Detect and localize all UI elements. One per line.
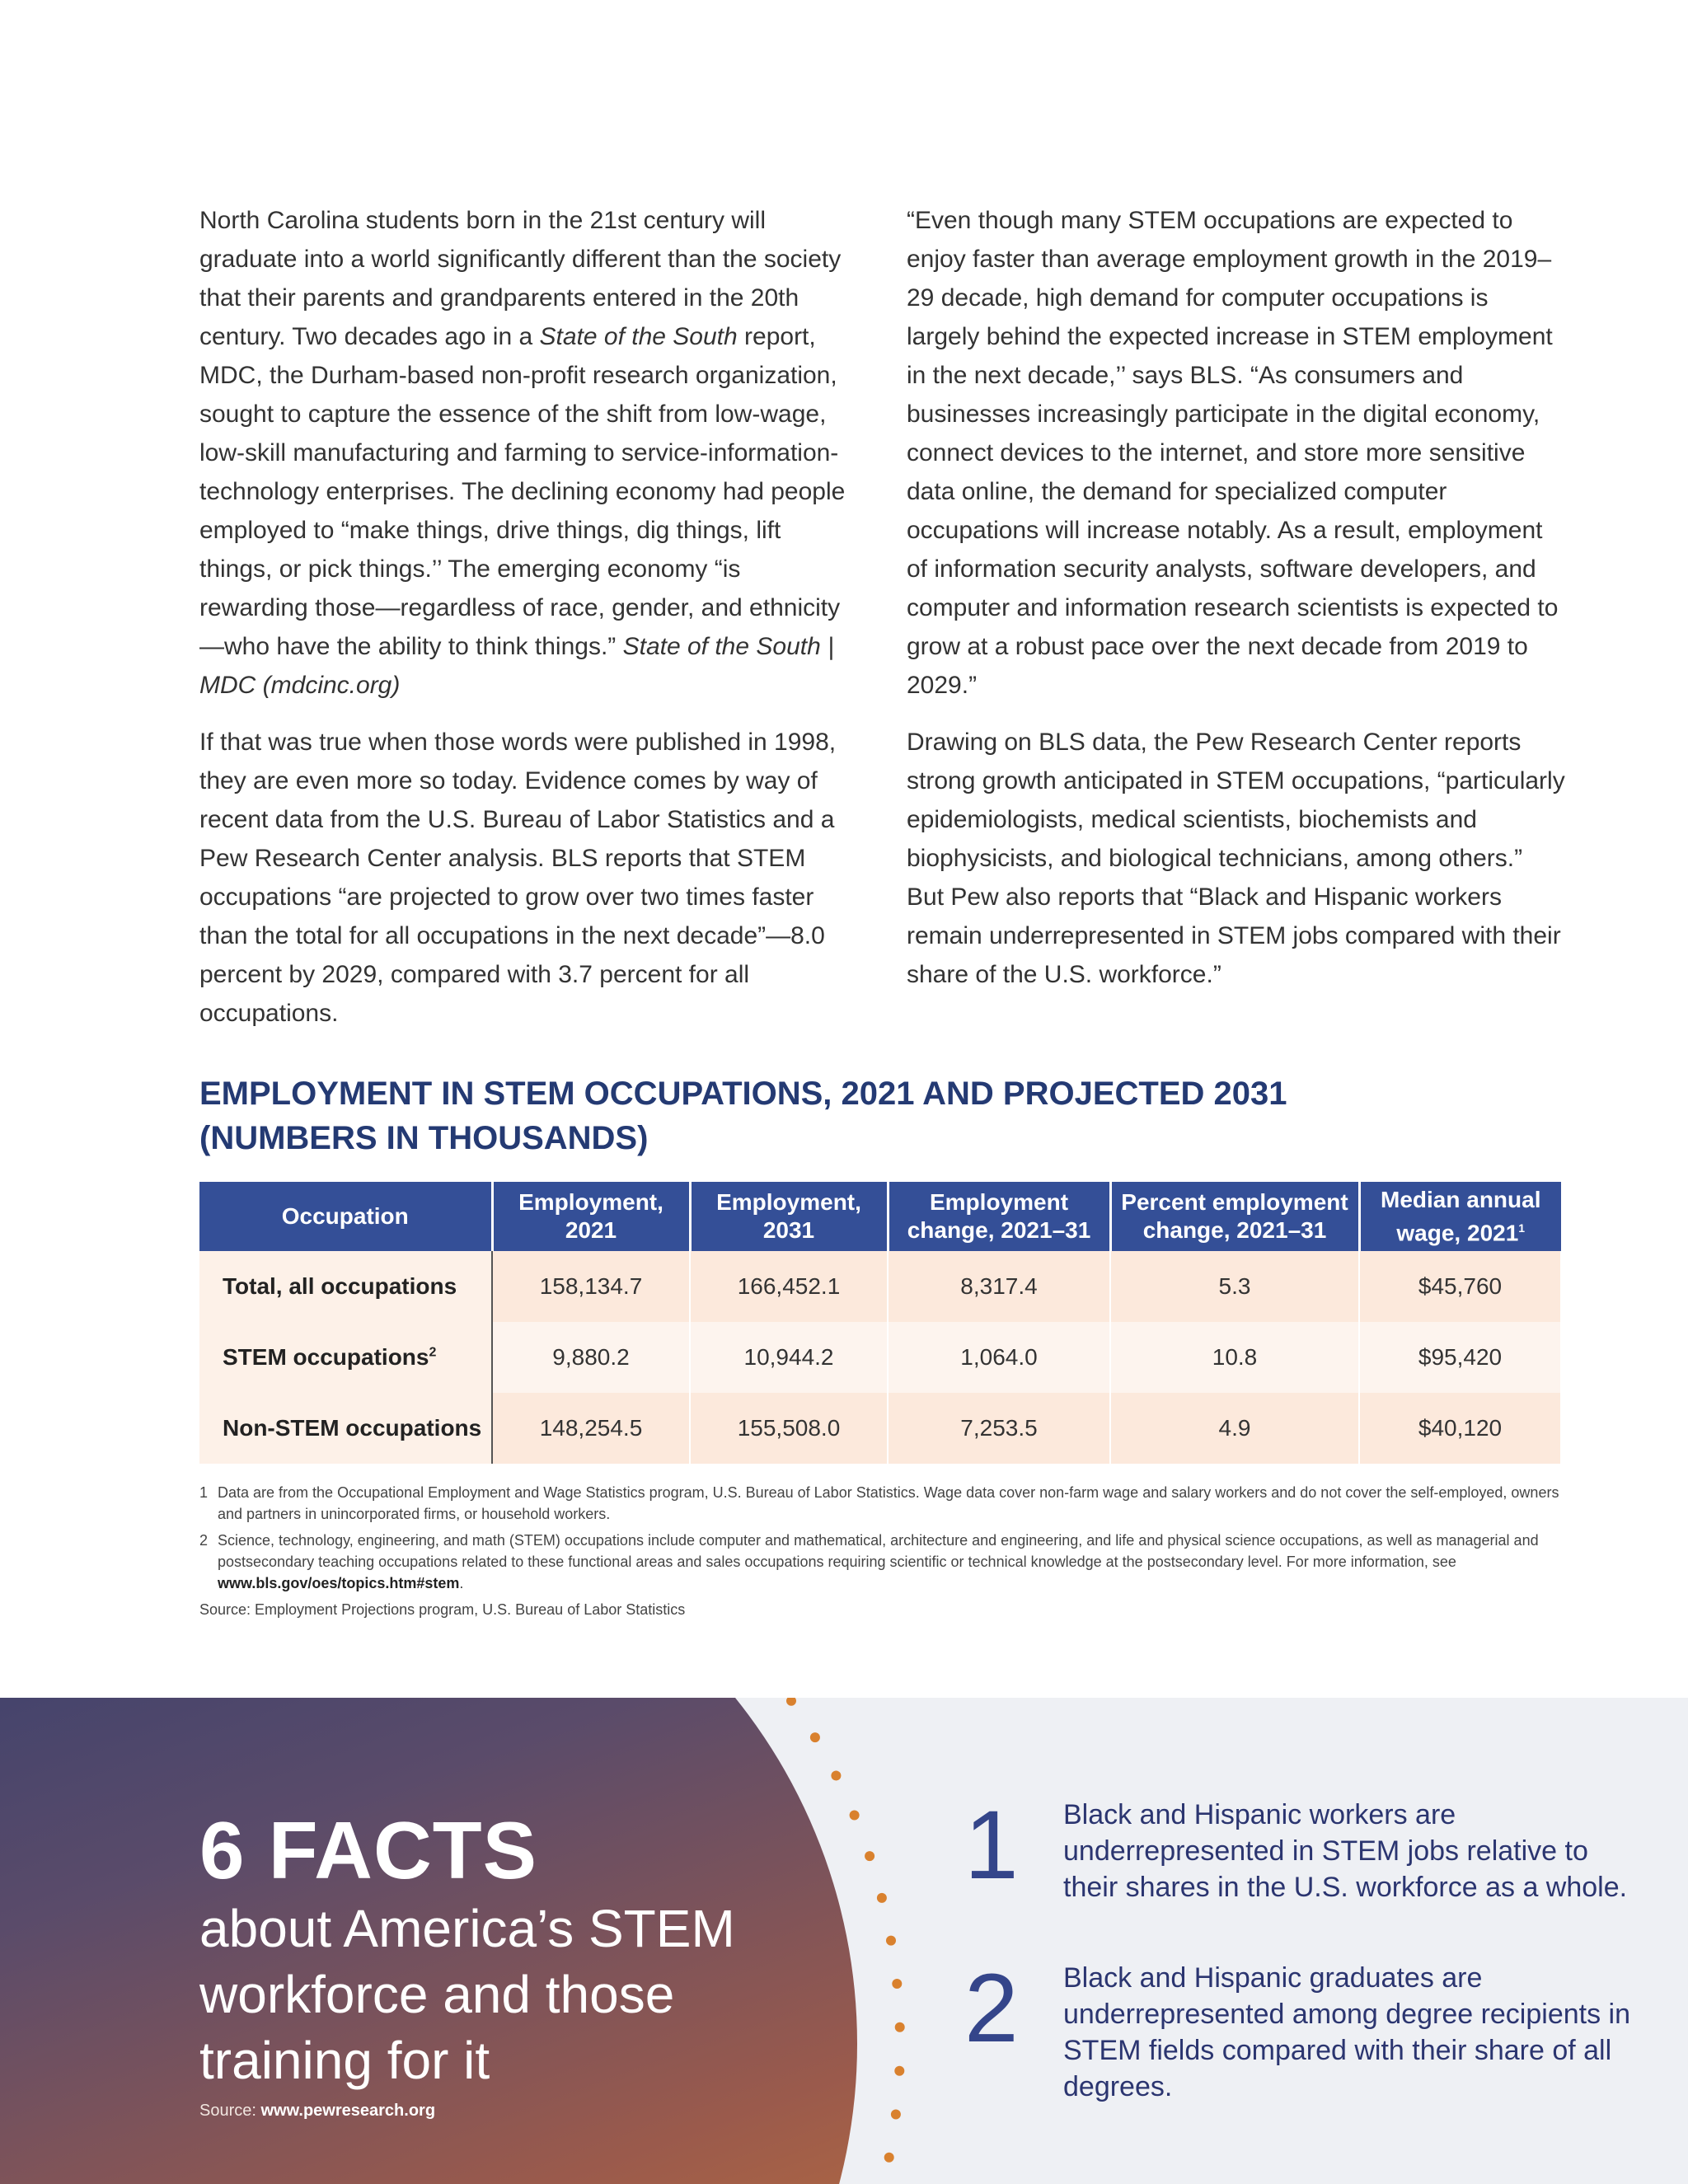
facts-heading [199, 1805, 793, 2093]
column-header: Occupation [199, 1182, 492, 1251]
evidence-paragraph: If that was true when those words were published in 1998, they are even more so today. Evidence comes by way of recent data from the U.S. Bureau of Labor Statistics and a Pew Research Center analysis. BLS reports that STEM occupations “are projected to grow over two times faster than the total for all occupations in the next decade”—8.0 percent by 2029, compared with 3.7 percent for all occupations. [199, 729, 837, 1027]
table-cell: $45,760 [1359, 1251, 1561, 1322]
decorative-dot [786, 1698, 796, 1706]
decorative-dot [886, 1936, 896, 1946]
column-header: Employment, 2031 [690, 1182, 888, 1251]
table-cell: $95,420 [1359, 1322, 1561, 1393]
decorative-dot [850, 1811, 860, 1821]
facts-title: 6 FACTS [199, 1805, 537, 1896]
column-header: Employment, 2021 [492, 1182, 690, 1251]
bls-link[interactable]: www.bls.gov/oes/topics.htm#stem [218, 1575, 460, 1591]
facts-source: Source: www.pewresearch.org [199, 2102, 436, 2120]
table-cell: $40,120 [1359, 1393, 1561, 1464]
decorative-dot [884, 2153, 894, 2163]
stem-employment-table [199, 1182, 1562, 1464]
footnote-marker: 2 [429, 1345, 437, 1360]
table-cell: 10,944.2 [690, 1322, 888, 1393]
table-cell: 148,254.5 [492, 1393, 690, 1464]
bls-quote-paragraph: “Even though many STEM occupations are expected to enjoy faster than average employment growth in the 2019–29 decade, high demand for computer occupations is largely behind the expected increase in STEM employment in the next decade,’’ says BLS. “As consumers and businesses increasingly participate in the digital economy, connect devices to the internet, and store more sensitive data online, the demand for specialized computer occupations will increase notably. As a result, employment of information security analysts, software developers, and computer and information research scientists is expected to grow at a robust pace over the next decade from 2019 to 2029.” [907, 207, 1559, 699]
column-header: Median annual wage, 2021$^1$ [1359, 1182, 1561, 1251]
footnote-marker: 1 [1518, 1221, 1526, 1235]
table-cell: 166,452.1 [690, 1251, 888, 1322]
table-cell: 155,508.0 [690, 1393, 888, 1464]
table-cell: 7,253.5 [888, 1393, 1110, 1464]
decorative-dot [895, 2022, 905, 2032]
decorative-dot [810, 1732, 820, 1742]
fact-number: 1 [964, 1791, 1019, 1900]
row-label: STEM occupations$^2$ [199, 1322, 492, 1393]
decorative-dot [831, 1771, 841, 1781]
decorative-dot [877, 1893, 887, 1903]
table-cell: 4.9 [1110, 1393, 1359, 1464]
fact-text: Black and Hispanic graduates are underrepresented among degree recipients in STEM fields compared with their share of all degrees. [1063, 1962, 1631, 2102]
table-cell: 8,317.4 [888, 1251, 1110, 1322]
report-title: State of the South [539, 323, 738, 350]
citation-link[interactable]: State of the South | MDC (mdcinc.org) [199, 633, 834, 699]
table-cell: 5.3 [1110, 1251, 1359, 1322]
decorative-dot [892, 1979, 902, 1989]
table-cell: 1,064.0 [888, 1322, 1110, 1393]
table-title: EMPLOYMENT IN STEM OCCUPATIONS, 2021 AND PROJECTED 2031 (NUMBERS IN THOUSANDS) [199, 1076, 1287, 1156]
column-header: Employment change, 2021–31 [888, 1182, 1110, 1251]
right-column [907, 201, 1566, 1012]
footnote: 2 Science, technology, engineering, and math (STEM) occupations include computer and mathematical, architecture and engineering, and life and physical science occupations, as well as managerial and postsecondary teaching occupations related to these functional areas and sales occupations requiring scientific or technical knowledge at the postsecondary level. For more information, see www.bls.gov/oes/topics.htm#stem. [199, 1532, 1539, 1591]
table-header-row [199, 1182, 1561, 1251]
table-source: Source: Employment Projections program, U.S. Bureau of Labor Statistics [199, 1601, 686, 1618]
intro-paragraph: North Carolina students born in the 21st century will graduate into a world significantly different than the society that their parents and grandparents entered in the 20th century. Two decades ago in a State of the South report, MDC, the Durham-based non-profit research organization, sought to capture the essence of the shift from low-wage, low-skill manufacturing and farming to service-information-technology enterprises. The declining economy had people employed to “make things, drive things, dig things, lift things, or pick things.’’ The emerging economy “is rewarding those—regardless of race, gender, and ethnicity—who have the ability to think things.” State of the South | MDC (mdcinc.org) [199, 207, 846, 699]
footnote: 1 Data are from the Occupational Employment and Wage Statistics program, U.S. Bureau of Labor Statistics. Wage data cover non-farm wage and salary workers and do not cover the self-employed, owners and partners in unincorporated firms, or household workers. [199, 1484, 1559, 1522]
row-label: Non-STEM occupations [199, 1393, 492, 1464]
table-cell: 158,134.7 [492, 1251, 690, 1322]
table-row [199, 1251, 1561, 1322]
decorative-dot [891, 2110, 901, 2120]
decorative-dot [865, 1851, 874, 1861]
decorative-dot [894, 2066, 904, 2076]
row-label: Total, all occupations [199, 1251, 492, 1322]
pew-paragraph: Drawing on BLS data, the Pew Research Center reports strong growth anticipated in STEM occupations, “particularly epidemiologists, medical scientists, biochemists and biophysicists, and biological technicians, among others.” But Pew also reports that “Black and Hispanic workers remain underrepresented in STEM jobs compared with their share of the U.S. workforce.” [907, 729, 1565, 988]
fact-item [964, 1954, 1640, 2105]
facts-section [0, 1698, 1688, 2184]
table-cell: 9,880.2 [492, 1322, 690, 1393]
fact-item [964, 1791, 1640, 1905]
column-header: Percent employment change, 2021–31 [1110, 1182, 1359, 1251]
table-row [199, 1393, 1561, 1464]
fact-number: 2 [964, 1954, 1019, 2063]
table-row [199, 1322, 1561, 1393]
table-footnotes [199, 1482, 1559, 1620]
pew-link[interactable]: www.pewresearch.org [260, 2102, 436, 2120]
table-cell: 10.8 [1110, 1322, 1359, 1393]
left-column [199, 201, 851, 1051]
fact-text: Black and Hispanic workers are underrepresented in STEM jobs relative to their shares in the U.S. workforce as a whole. [1063, 1799, 1628, 1903]
facts-subtitle: about America’s STEM workforce and those training for it [199, 1899, 735, 2090]
